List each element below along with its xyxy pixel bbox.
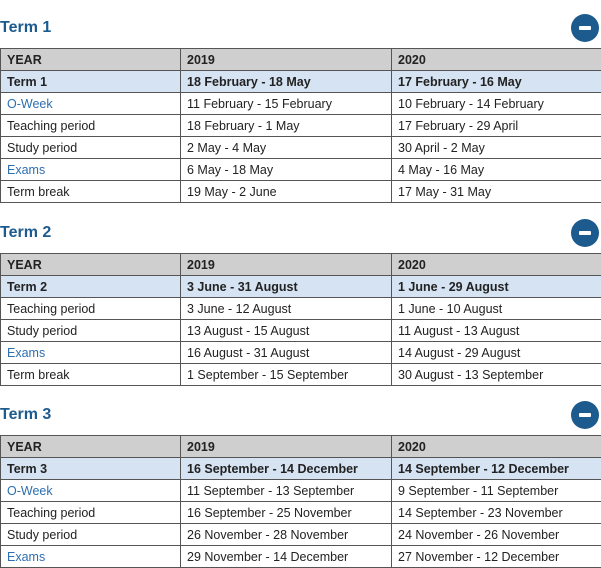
- term-3-title[interactable]: Term 3: [0, 406, 52, 423]
- row-2019: 3 June - 12 August: [181, 298, 392, 320]
- summary-2020: 1 June - 29 August: [392, 276, 601, 298]
- row-label: Term break: [1, 181, 181, 203]
- minus-bar: [579, 26, 591, 30]
- row-2019: 18 February - 1 May: [181, 115, 392, 137]
- term-summary-row: [1, 276, 601, 298]
- column-header-2020: 2020: [392, 254, 601, 276]
- row-2019: 1 September - 15 September: [181, 364, 392, 386]
- row-2019: 2 May - 4 May: [181, 137, 392, 159]
- term-2-header: [0, 215, 601, 253]
- row-2020: 14 August - 29 August: [392, 342, 601, 364]
- column-header-2019: 2019: [181, 436, 392, 458]
- term-2-table: [0, 253, 601, 386]
- term-1-header: [0, 10, 601, 48]
- table-header-row: [1, 254, 601, 276]
- row-label: Teaching period: [1, 298, 181, 320]
- minus-circle-icon[interactable]: [571, 401, 599, 429]
- term-1-table: [0, 48, 601, 203]
- table-row: [1, 546, 601, 568]
- row-2020: 30 April - 2 May: [392, 137, 601, 159]
- row-2019: 29 November - 14 December: [181, 546, 392, 568]
- row-label: Study period: [1, 524, 181, 546]
- summary-2020: 14 September - 12 December: [392, 458, 601, 480]
- term-3-section: [0, 397, 601, 568]
- column-header-2019: 2019: [181, 49, 392, 71]
- table-row: [1, 364, 601, 386]
- table-row: [1, 298, 601, 320]
- minus-circle-icon[interactable]: [571, 219, 599, 247]
- summary-2019: 3 June - 31 August: [181, 276, 392, 298]
- summary-label: Term 1: [1, 71, 181, 93]
- minus-bar: [579, 413, 591, 417]
- row-label-link[interactable]: O-Week: [1, 93, 181, 115]
- row-2019: 19 May - 2 June: [181, 181, 392, 203]
- table-row: [1, 137, 601, 159]
- row-label: Teaching period: [1, 502, 181, 524]
- column-header-2019: 2019: [181, 254, 392, 276]
- row-label-link[interactable]: Exams: [1, 342, 181, 364]
- term-1-title[interactable]: Term 1: [0, 19, 52, 36]
- row-label-link[interactable]: O-Week: [1, 480, 181, 502]
- minus-circle-icon[interactable]: [571, 14, 599, 42]
- row-2019: 11 February - 15 February: [181, 93, 392, 115]
- term-2-title[interactable]: Term 2: [0, 224, 52, 241]
- column-header-2020: 2020: [392, 436, 601, 458]
- row-2020: 4 May - 16 May: [392, 159, 601, 181]
- summary-label: Term 2: [1, 276, 181, 298]
- column-header-year: YEAR: [1, 436, 181, 458]
- summary-label: Term 3: [1, 458, 181, 480]
- row-2020: 17 May - 31 May: [392, 181, 601, 203]
- term-3-header: [0, 397, 601, 435]
- row-2020: 14 September - 23 November: [392, 502, 601, 524]
- row-2020: 30 August - 13 September: [392, 364, 601, 386]
- table-row: [1, 115, 601, 137]
- summary-2020: 17 February - 16 May: [392, 71, 601, 93]
- column-header-2020: 2020: [392, 49, 601, 71]
- summary-2019: 18 February - 18 May: [181, 71, 392, 93]
- row-label-link[interactable]: Exams: [1, 159, 181, 181]
- row-label: Teaching period: [1, 115, 181, 137]
- table-row: [1, 342, 601, 364]
- row-label: Study period: [1, 320, 181, 342]
- row-label: Term break: [1, 364, 181, 386]
- row-label: Study period: [1, 137, 181, 159]
- table-row: [1, 320, 601, 342]
- row-2020: 27 November - 12 December: [392, 546, 601, 568]
- table-row: [1, 524, 601, 546]
- row-2020: 17 February - 29 April: [392, 115, 601, 137]
- term-3-table: [0, 435, 601, 568]
- row-2020: 1 June - 10 August: [392, 298, 601, 320]
- row-label-link[interactable]: Exams: [1, 546, 181, 568]
- row-2019: 16 September - 25 November: [181, 502, 392, 524]
- table-header-row: [1, 49, 601, 71]
- column-header-year: YEAR: [1, 49, 181, 71]
- summary-2019: 16 September - 14 December: [181, 458, 392, 480]
- term-2-section: [0, 215, 601, 386]
- row-2019: 16 August - 31 August: [181, 342, 392, 364]
- row-2020: 24 November - 26 November: [392, 524, 601, 546]
- row-2019: 11 September - 13 September: [181, 480, 392, 502]
- column-header-year: YEAR: [1, 254, 181, 276]
- table-row: [1, 159, 601, 181]
- row-2020: 9 September - 11 September: [392, 480, 601, 502]
- row-2020: 11 August - 13 August: [392, 320, 601, 342]
- term-1-section: [0, 10, 601, 203]
- table-header-row: [1, 436, 601, 458]
- minus-bar: [579, 231, 591, 235]
- term-summary-row: [1, 71, 601, 93]
- row-2019: 6 May - 18 May: [181, 159, 392, 181]
- table-row: [1, 181, 601, 203]
- table-row: [1, 502, 601, 524]
- row-2019: 13 August - 15 August: [181, 320, 392, 342]
- table-row: [1, 480, 601, 502]
- table-row: [1, 93, 601, 115]
- row-2020: 10 February - 14 February: [392, 93, 601, 115]
- term-summary-row: [1, 458, 601, 480]
- row-2019: 26 November - 28 November: [181, 524, 392, 546]
